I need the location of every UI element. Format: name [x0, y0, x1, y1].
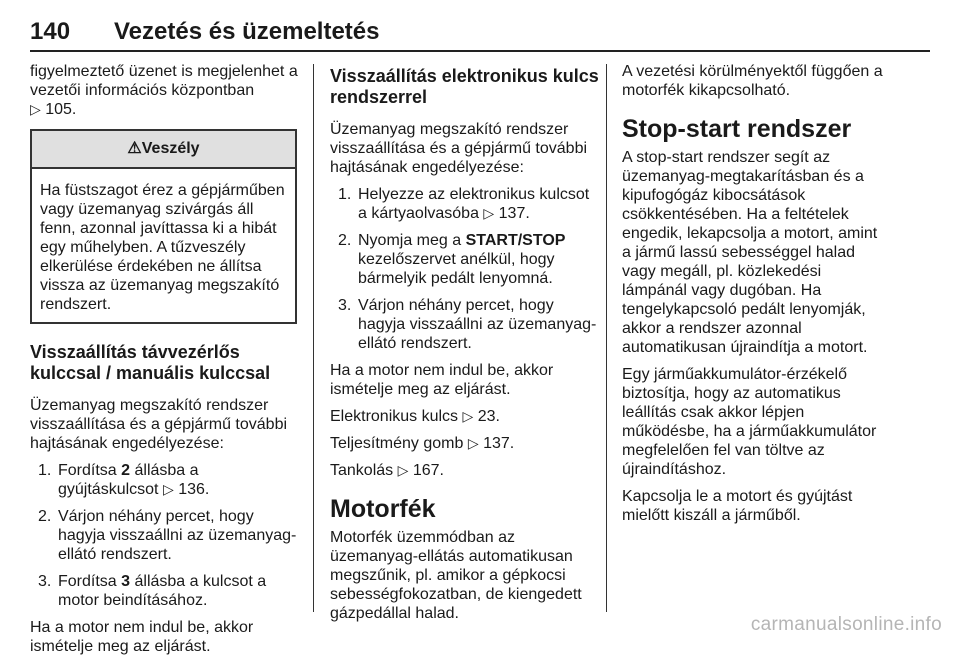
danger-box-body: Ha füstszagot érez a gépjárműben vagy üzemanyag szivárgás áll fenn, azonnal javíttassa ki a hibát egy műhelyben. A tűzveszély elkerülése érdekében ne állítsa vissza az üzemanyag megszakító rendszert.: [40, 182, 285, 313]
section-title: Stop-start rendszer: [622, 115, 852, 143]
page-reference[interactable]: 137.: [498, 205, 530, 222]
danger-box: [30, 129, 297, 324]
column-1: [30, 62, 300, 664]
steps-list: [330, 185, 600, 353]
list-item: 2. Nyomja meg a START/STOP kezelőszervet anélkül, hogy bármelyik pedált lenyomná.: [338, 232, 566, 287]
column-divider: [606, 64, 607, 612]
list-item: 1. Helyezze az elektronikus kulcsot a kártyaolvasóba ▷ 137.: [338, 186, 590, 222]
list-item: 3. Várjon néhány percet, hogy hagyja visszaállni az üzemanyag- ellátó rendszert.: [338, 297, 597, 352]
page-reference[interactable]: 136.: [178, 481, 210, 498]
paragraph: Motorfék üzemmódban az üzemanyag-ellátás automatikusan megszűnik, pl. amikor a gépkocsi sebességfokozatban, de kiengedett gázpedállal halad.: [330, 529, 582, 622]
paragraph: A stop-start rendszer segít az üzemanyag-megtakarításban és a kipufogógáz kibocsátások csökkentésében. Ha a feltételek engedik, lekapcsolja a motort, amint a jármű lassú sebességgel halad vagy megáll, pl. közlekedési lámpánál vagy dugóban. Ha tengelykapcsoló pedált lenyomják, akkor a rendszer azonnal automatikusan újraindítja a motort.: [622, 149, 878, 356]
page-reference[interactable]: 105.: [45, 101, 77, 118]
list-item: 3. Fordítsa 3 állásba a kulcsot a motor beindításához.: [38, 573, 267, 609]
chapter-title: Vezetés és üzemeltetés: [114, 18, 380, 45]
list-item: 1. Fordítsa 2 állásba a gyújtáskulcsot ▷ 136.: [38, 462, 210, 498]
page-reference[interactable]: 23.: [477, 408, 500, 425]
intro-paragraph: figyelmeztető üzenet is megjelenhet a vezetői információs központban ▷ 105.: [30, 63, 298, 118]
column-3: [622, 62, 897, 533]
page-reference-arrow-icon: ▷: [162, 481, 174, 497]
watermark: carmanualsonline.info: [750, 614, 942, 635]
column-divider: [313, 64, 314, 612]
cross-reference: Teljesítmény gomb ▷ 137.: [330, 435, 515, 452]
page-reference-arrow-icon: ▷: [483, 205, 495, 221]
paragraph: A vezetési körülményektől függően a motorfék kikapcsolható.: [622, 63, 883, 99]
section-heading: Visszaállítás elektronikus kulcs rendszerrel: [330, 66, 599, 107]
page-header: [30, 18, 930, 52]
paragraph: Egy járműakkumulátor-érzékelő biztosítja, hogy az automatikus leállítás csak akkor lépjen működésbe, ha a járműakkumulátor megfelelően fel van töltve az újraindításhoz.: [622, 366, 877, 478]
page-reference[interactable]: 137.: [483, 435, 515, 452]
danger-title: Veszély: [141, 140, 200, 157]
page-reference-arrow-icon: ▷: [467, 435, 479, 451]
page-reference-arrow-icon: ▷: [397, 462, 409, 478]
danger-box-header: [32, 131, 295, 169]
warning-triangle-icon: ⚠: [127, 140, 142, 157]
cross-reference: Elektronikus kulcs ▷ 23.: [330, 408, 500, 425]
list-item: 2. Várjon néhány percet, hogy hagyja visszaállni az üzemanyag- ellátó rendszert.: [38, 508, 297, 563]
paragraph: Kapcsolja le a motort és gyújtást mielőtt kiszáll a járműből.: [622, 488, 853, 524]
paragraph: Ha a motor nem indul be, akkor ismételje meg az eljárást.: [330, 362, 554, 398]
paragraph: Ha a motor nem indul be, akkor ismételje meg az eljárást.: [30, 619, 254, 655]
page-reference[interactable]: 167.: [412, 462, 444, 479]
column-2: [330, 62, 600, 631]
page-number: 140: [30, 18, 71, 45]
steps-list: [30, 461, 300, 610]
paragraph: Üzemanyag megszakító rendszer visszaállítása és a gépjármű további hajtásának engedélyezése:: [30, 397, 288, 452]
paragraph: Üzemanyag megszakító rendszer visszaállítása és a gépjármű további hajtásának engedélyezése:: [330, 121, 588, 176]
page-reference-arrow-icon: ▷: [30, 101, 41, 117]
cross-reference: Tankolás ▷ 167.: [330, 462, 444, 479]
section-title: Motorfék: [330, 495, 436, 523]
page-reference-arrow-icon: ▷: [462, 408, 474, 424]
section-heading: Visszaállítás távvezérlős kulccsal / manuális kulccsal: [30, 342, 271, 383]
